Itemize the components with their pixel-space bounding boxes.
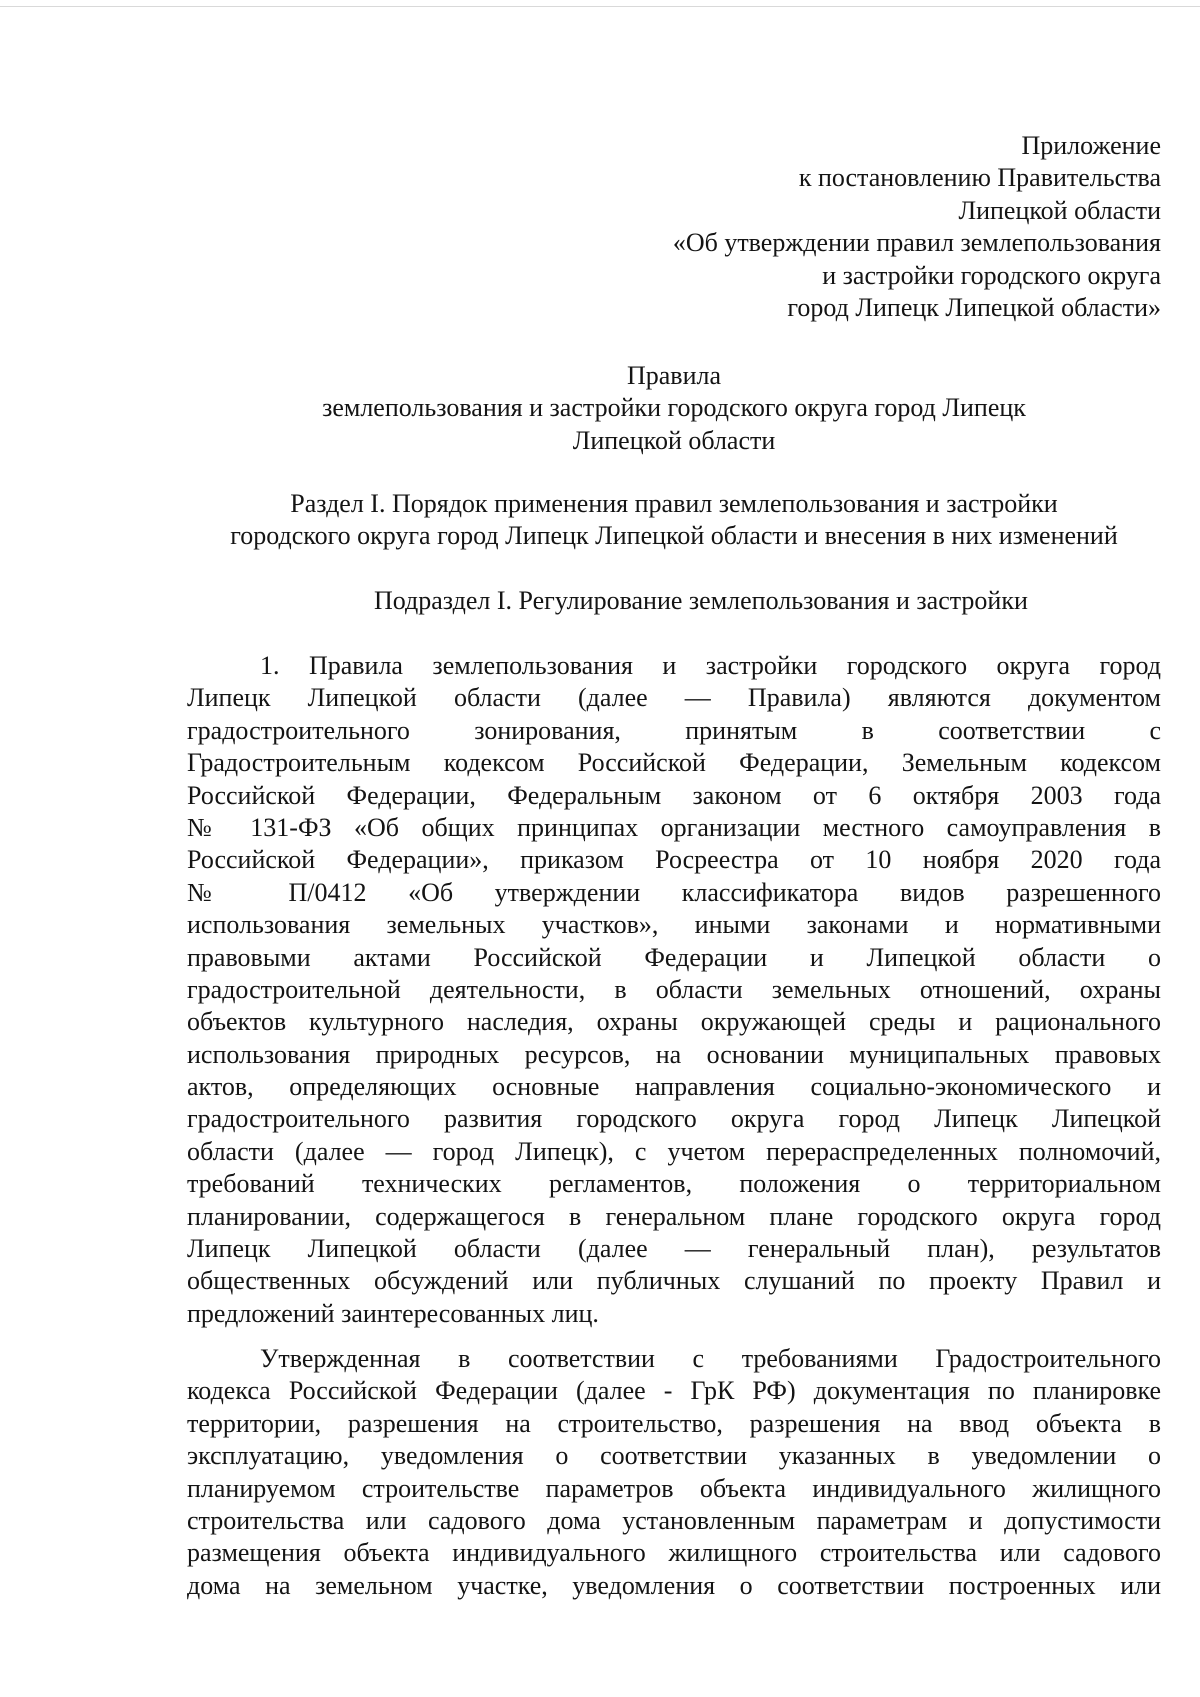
approval-line: и застройки городского округа (822, 260, 1161, 290)
paragraph-line: использования земельных участков», иными законами и нормативными (187, 910, 1161, 940)
paragraph-line: общественных обсуждений или публичных слушаний по проекту Правил и (187, 1266, 1161, 1296)
paragraph-line: градостроительного развития городского округа город Липецк Липецкой (187, 1104, 1161, 1134)
section-heading-line: городского округа город Липецк Липецкой области и внесения в них изменений (230, 521, 1118, 551)
paragraph-line: территории, разрешения на строительство, разрешения на ввод объекта в (187, 1408, 1161, 1438)
paragraph-line: требований технических регламентов, положения о территориальном (187, 1169, 1161, 1199)
paragraph-line: планируемом строительстве параметров объекта индивидуального жилищного (187, 1473, 1161, 1503)
paragraph-line: размещения объекта индивидуального жилищного строительства или садового (187, 1538, 1161, 1568)
paragraph-2 (187, 1343, 1161, 1602)
approval-line: Приложение (1021, 131, 1161, 160)
paragraph-line: Утвержденная в соответствии с требованиями Градостроительного (260, 1344, 1161, 1373)
paragraph-line: № 131-ФЗ «Об общих принципах организации местного самоуправления в (187, 812, 1161, 842)
paragraph-line: строительства или садового дома установленным параметрам и допустимости (187, 1505, 1161, 1535)
paragraph-1 (187, 650, 1161, 1330)
approval-line: город Липецк Липецкой области» (787, 293, 1161, 323)
approval-line: Липецкой области (958, 195, 1161, 225)
title-line: Правила (626, 361, 722, 390)
subsection-heading: Подраздел I. Регулирование землепользования и застройки (374, 586, 1028, 615)
paragraph-line: дома на земельном участке, уведомления о соответствии построенных или (187, 1570, 1161, 1600)
paragraph-line: правовыми актами Российской Федерации и Липецкой области о (187, 942, 1161, 972)
approval-line: к постановлению Правительства (798, 163, 1161, 193)
paragraph-line: градостроительной деятельности, в области земельных отношений, охраны (187, 974, 1161, 1004)
paragraph-line: Липецк Липецкой области (далее — Правила) являются документом (187, 683, 1161, 713)
section-heading (187, 488, 1161, 553)
paragraph-line: градостроительного зонирования, принятым в соответствии с (187, 715, 1161, 745)
paragraph-line: планировании, содержащегося в генеральном плане городского округа город (187, 1201, 1161, 1231)
section-heading-line: Раздел I. Порядок применения правил землепользования и застройки (290, 489, 1058, 518)
paragraph-line: предложений заинтересованных лиц. (187, 1298, 599, 1328)
approval-line: «Об утверждении правил землепользования (672, 228, 1161, 258)
paragraph-line: эксплуатацию, уведомления о соответствии указанных в уведомлении о (187, 1441, 1161, 1471)
paragraph-line: Градостроительным кодексом Российской Федерации, Земельным кодексом (187, 748, 1161, 778)
title-line: землепользования и застройки городского округа город Липецк (322, 393, 1026, 423)
paragraph-line: Липецк Липецкой области (далее — генеральный план), результатов (187, 1234, 1161, 1264)
paragraph-line: № П/0412 «Об утверждении классификатора видов разрешенного (187, 877, 1161, 907)
approval-note (187, 130, 1161, 324)
paragraph-line: объектов культурного наследия, охраны окружающей среды и рационального (187, 1007, 1161, 1037)
paragraph-line: Российской Федерации, Федеральным законом от 6 октября 2003 года (187, 780, 1161, 810)
document-title (187, 360, 1161, 457)
paragraph-line: использования природных ресурсов, на основании муниципальных правовых (187, 1039, 1161, 1069)
paragraph-line: области (далее — город Липецк), с учетом перераспределенных полномочий, (187, 1136, 1161, 1166)
paragraph-line: кодекса Российской Федерации (далее - ГрК РФ) документация по планировке (187, 1376, 1161, 1406)
paragraph-line: актов, определяющих основные направления социально-экономического и (187, 1072, 1161, 1102)
title-line: Липецкой области (572, 425, 776, 455)
paragraph-line: 1. Правила землепользования и застройки городского округа город (260, 651, 1161, 680)
scan-edge-line (0, 6, 1200, 7)
paragraph-line: Российской Федерации», приказом Росреестра от 10 ноября 2020 года (187, 845, 1161, 875)
